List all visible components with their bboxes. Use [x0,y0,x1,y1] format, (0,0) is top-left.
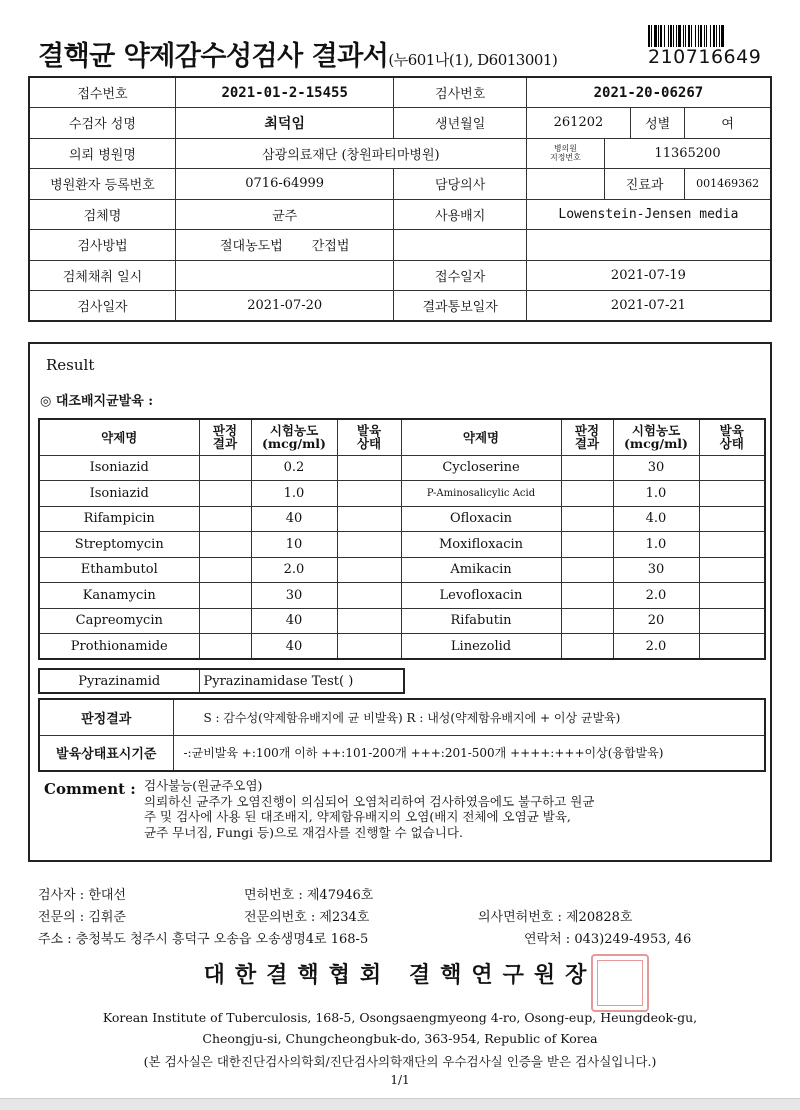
judgment-b [561,506,613,532]
method-2: 간접법 [311,239,350,255]
medium-label: 사용배지 [394,199,526,230]
drug-name-b: Amikacin [401,557,561,583]
doctor-label: 담당의사 [394,169,526,200]
barcode-bar [700,25,702,47]
barcode-bar [664,25,665,47]
table-row [39,557,765,583]
table-row [39,481,765,507]
institute-name: 대한결핵협회 결핵연구원장 [203,962,597,988]
conc-b: 20 [613,608,699,634]
judgment-a [199,634,251,660]
barcode-bar [716,25,717,47]
growth-b [699,557,765,583]
col-conc-b-1: 시험농도 [631,423,681,439]
col-conc-a [251,419,337,455]
drug-name-b: Ofloxacin [401,506,561,532]
judgment-a [199,608,251,634]
hospital-code-label [526,138,604,169]
conc-a: 10 [251,532,337,558]
comment-text [144,778,754,840]
method-empty-2 [526,230,771,261]
drug-name-a: Isoniazid [39,455,199,481]
growth-a [337,634,401,660]
col-judgment-b-2: 결과 [574,436,600,452]
barcode-icon [648,25,760,47]
growth-standard-label: 발육상태표시기준 [39,735,173,771]
conc-b: 4.0 [613,506,699,532]
conc-a: 40 [251,634,337,660]
growth-a [337,532,401,558]
doctor-value [526,169,604,200]
growth-a [337,608,401,634]
test-no-label: 검사번호 [394,77,526,108]
judgment-b [561,481,613,507]
col-growth-a [337,419,401,455]
comment-line: 균주 무너짐, Fungi 등)으로 재검사를 진행할 수 없습니다. [144,824,463,840]
drug-name-b: Cycloserine [401,455,561,481]
col-conc-b-2: (mcg/ml) [624,436,688,452]
growth-a [337,506,401,532]
judgment-b [561,608,613,634]
conc-b: 2.0 [613,634,699,660]
barcode-bar [658,25,659,47]
barcode-bar [670,25,672,47]
growth-b [699,608,765,634]
sex-value: 여 [685,108,771,139]
drug-name-a: Kanamycin [39,583,199,609]
method-1: 절대농도법 [219,239,283,255]
drug-name-b: P-Aminosalicylic Acid [401,481,561,507]
drug-name-a: Capreomycin [39,608,199,634]
patient-name-label: 수검자 성명 [29,108,175,139]
method-value [175,230,394,261]
specialist: 전문의 : 김휘준 [38,910,126,925]
seal-inner-border [597,960,643,1006]
col-drug-a: 약제명 [39,419,199,455]
page-number: 1/1 [390,1073,410,1087]
barcode-bar [651,25,652,47]
drug-name-a: Ethambutol [39,557,199,583]
judgment-b [561,557,613,583]
conc-a: 30 [251,583,337,609]
drug-name-b: Linezolid [401,634,561,660]
judgment-a [199,557,251,583]
test-date-label: 검사일자 [29,291,175,322]
judgment-b [561,634,613,660]
growth-b [699,506,765,532]
growth-standard-text: -:균비발육 +:100개 이하 ++:101-200개 +++:201-500개 ++++:+++이상(융합발육) [173,735,765,771]
reg-no-value: 0716-64999 [175,169,394,200]
method-empty-1 [394,230,526,261]
col-growth-b [699,419,765,455]
drug-name-a: Rifampicin [39,506,199,532]
result-section [28,342,772,862]
judgment-a [199,506,251,532]
drug-table-header [39,419,765,455]
control-growth-label: ◎ 대조배지균발육 : [40,394,154,409]
conc-b: 30 [613,557,699,583]
reg-no-label: 병원환자 등록번호 [29,169,175,200]
pza-label: Pyrazinamid [39,669,199,693]
reception-no-label: 접수번호 [29,77,175,108]
col-growth-b-2: 상태 [719,436,744,452]
receipt-date-value: 2021-07-19 [526,260,771,291]
specimen-label: 검체명 [29,199,175,230]
conc-b: 1.0 [613,481,699,507]
col-conc-a-1: 시험농도 [269,423,319,439]
pza-test: Pyrazinamidase Test( ) [199,669,404,693]
report-date-label: 결과통보일자 [394,291,526,322]
comment-line: 검사불능(원균주오염) [144,778,263,793]
conc-a: 40 [251,506,337,532]
result-title: Result [46,356,95,374]
criteria-table [38,698,766,772]
hospital-label: 의뢰 병원명 [29,138,175,169]
barcode-bar [713,25,715,47]
tester: 검사자 : 한대선 [38,888,126,903]
drug-table-body [39,455,765,659]
drug-name-b: Moxifloxacin [401,532,561,558]
drug-name-b: Levofloxacin [401,583,561,609]
hospital-code-label-line2: 지정번호 [549,153,581,163]
judgment-criteria-label: 판정결과 [39,699,173,735]
test-no-value: 2021-20-06267 [526,77,771,108]
drug-name-a: Isoniazid [39,481,199,507]
patient-info-table [28,76,772,322]
collection-date-label: 검체채취 일시 [29,260,175,291]
barcode-bar [719,25,720,47]
growth-a [337,481,401,507]
sex-label: 성별 [631,108,685,139]
col-judgment-a-2: 결과 [212,436,238,452]
dept-label: 진료과 [605,169,685,200]
col-growth-b-1: 발육 [719,423,744,439]
conc-a: 1.0 [251,481,337,507]
barcode-bar [654,25,657,47]
growth-b [699,455,765,481]
conc-b: 1.0 [613,532,699,558]
form-code: (누601나(1), D6013001) [388,51,558,69]
col-judgment-a [199,419,251,455]
col-conc-b [613,419,699,455]
english-address-2: Cheongju-si, Chungcheongbuk-do, 363-954, Republic of Korea [202,1031,598,1046]
barcode-bar [688,25,690,47]
judgment-b [561,532,613,558]
birth-value: 261202 [526,108,630,139]
conc-b: 30 [613,455,699,481]
official-seal-icon [591,954,649,1012]
english-address-1: Korean Institute of Tuberculosis, 168-5, Osongsaengmyeong 4-ro, Osong-eup, Heungdeok-gu, [102,1010,698,1025]
table-row [39,532,765,558]
address: 주소 : 충청북도 청주시 흥덕구 오송읍 오송생명4로 168-5 [38,932,369,947]
reception-no-value: 2021-01-2-15455 [175,77,394,108]
col-drug-b: 약제명 [401,419,561,455]
table-row [39,506,765,532]
barcode-bar [648,25,650,47]
drug-name-a: Prothionamide [39,634,199,660]
drug-name-a: Streptomycin [39,532,199,558]
drug-susceptibility-table [38,418,766,660]
col-judgment-b-1: 판정 [574,423,600,439]
barcode-bar [678,25,681,47]
judgment-a [199,455,251,481]
title-text: 결핵균 약제감수성검사 결과서 [38,41,389,72]
doctor-license: 의사면허번호 : 제20828호 [478,910,633,925]
growth-b [699,481,765,507]
barcode-bar [685,25,686,47]
certification-note: (본 검사실은 대한진단검사의학회/진단검사의학재단의 우수검사실 인증을 받은 검사실입니다.) [143,1054,657,1069]
growth-b [699,532,765,558]
conc-a: 40 [251,608,337,634]
drug-name-b: Rifabutin [401,608,561,634]
barcode-bar [673,25,674,47]
test-date-value: 2021-07-20 [175,291,394,322]
barcode-bar [704,25,705,47]
method-label: 검사방법 [29,230,175,261]
hospital-code-value: 11365200 [605,138,771,169]
hospital-code-label-line1: 병의원 [553,144,577,154]
comment-line: 의뢰하신 균주가 오염진행이 의심되어 오염처리하여 검사하였음에도 불구하고 원균 [144,793,595,809]
contact: 연락처 : 043)249-4953, 46 [524,932,692,947]
judgment-b [561,455,613,481]
barcode-bar [676,25,677,47]
conc-a: 2.0 [251,557,337,583]
barcode-bar [721,25,724,47]
barcode-bar [660,25,662,47]
barcode-bar [683,25,684,47]
judgment-a [199,532,251,558]
table-row [39,455,765,481]
barcode-bar [695,25,696,47]
judgment-a [199,583,251,609]
judgment-b [561,583,613,609]
growth-a [337,583,401,609]
birth-label: 생년월일 [394,108,526,139]
barcode-number: 210716649 [648,46,762,68]
table-row [39,583,765,609]
document-title [38,34,557,73]
judgment-criteria-text: S : 감수성(약제함유배지에 균 비발육) R : 내성(약제함유배지에 + 이상 균발육) [173,699,765,735]
dept-value: 001469362 [685,169,771,200]
table-row [39,608,765,634]
comment-line: 주 및 검사에 사용 된 대조배지, 약제함유배지의 오염(배지 전체에 오염균 발육, [144,809,571,824]
col-conc-a-2: (mcg/ml) [262,436,326,452]
conc-a: 0.2 [251,455,337,481]
col-judgment-b [561,419,613,455]
growth-a [337,557,401,583]
patient-name-value: 최덕임 [175,108,394,139]
viewer-bottom-bar [0,1098,800,1110]
barcode-bar [668,25,669,47]
conc-b: 2.0 [613,583,699,609]
collection-date-value [175,260,394,291]
specialist-no: 전문의번호 : 제234호 [244,910,370,925]
growth-b [699,634,765,660]
barcode-bar [706,25,707,47]
barcode-bar [710,25,711,47]
col-growth-a-1: 발육 [356,423,382,439]
hospital-value: 삼광의료재단 (창원파티마병원) [175,138,526,169]
specimen-value: 균주 [175,199,394,230]
license-no: 면허번호 : 제47946호 [244,888,374,903]
barcode-bar [698,25,699,47]
growth-a [337,455,401,481]
growth-b [699,583,765,609]
report-date-value: 2021-07-21 [526,291,771,322]
pyrazinamide-table [38,668,405,694]
medium-value: Lowenstein-Jensen media [526,199,771,230]
col-growth-a-2: 상태 [356,436,382,452]
col-judgment-a-1: 판정 [212,423,238,439]
barcode-bar [691,25,692,47]
receipt-date-label: 접수일자 [394,260,526,291]
table-row [39,634,765,660]
comment-label: Comment : [44,780,136,798]
judgment-a [199,481,251,507]
